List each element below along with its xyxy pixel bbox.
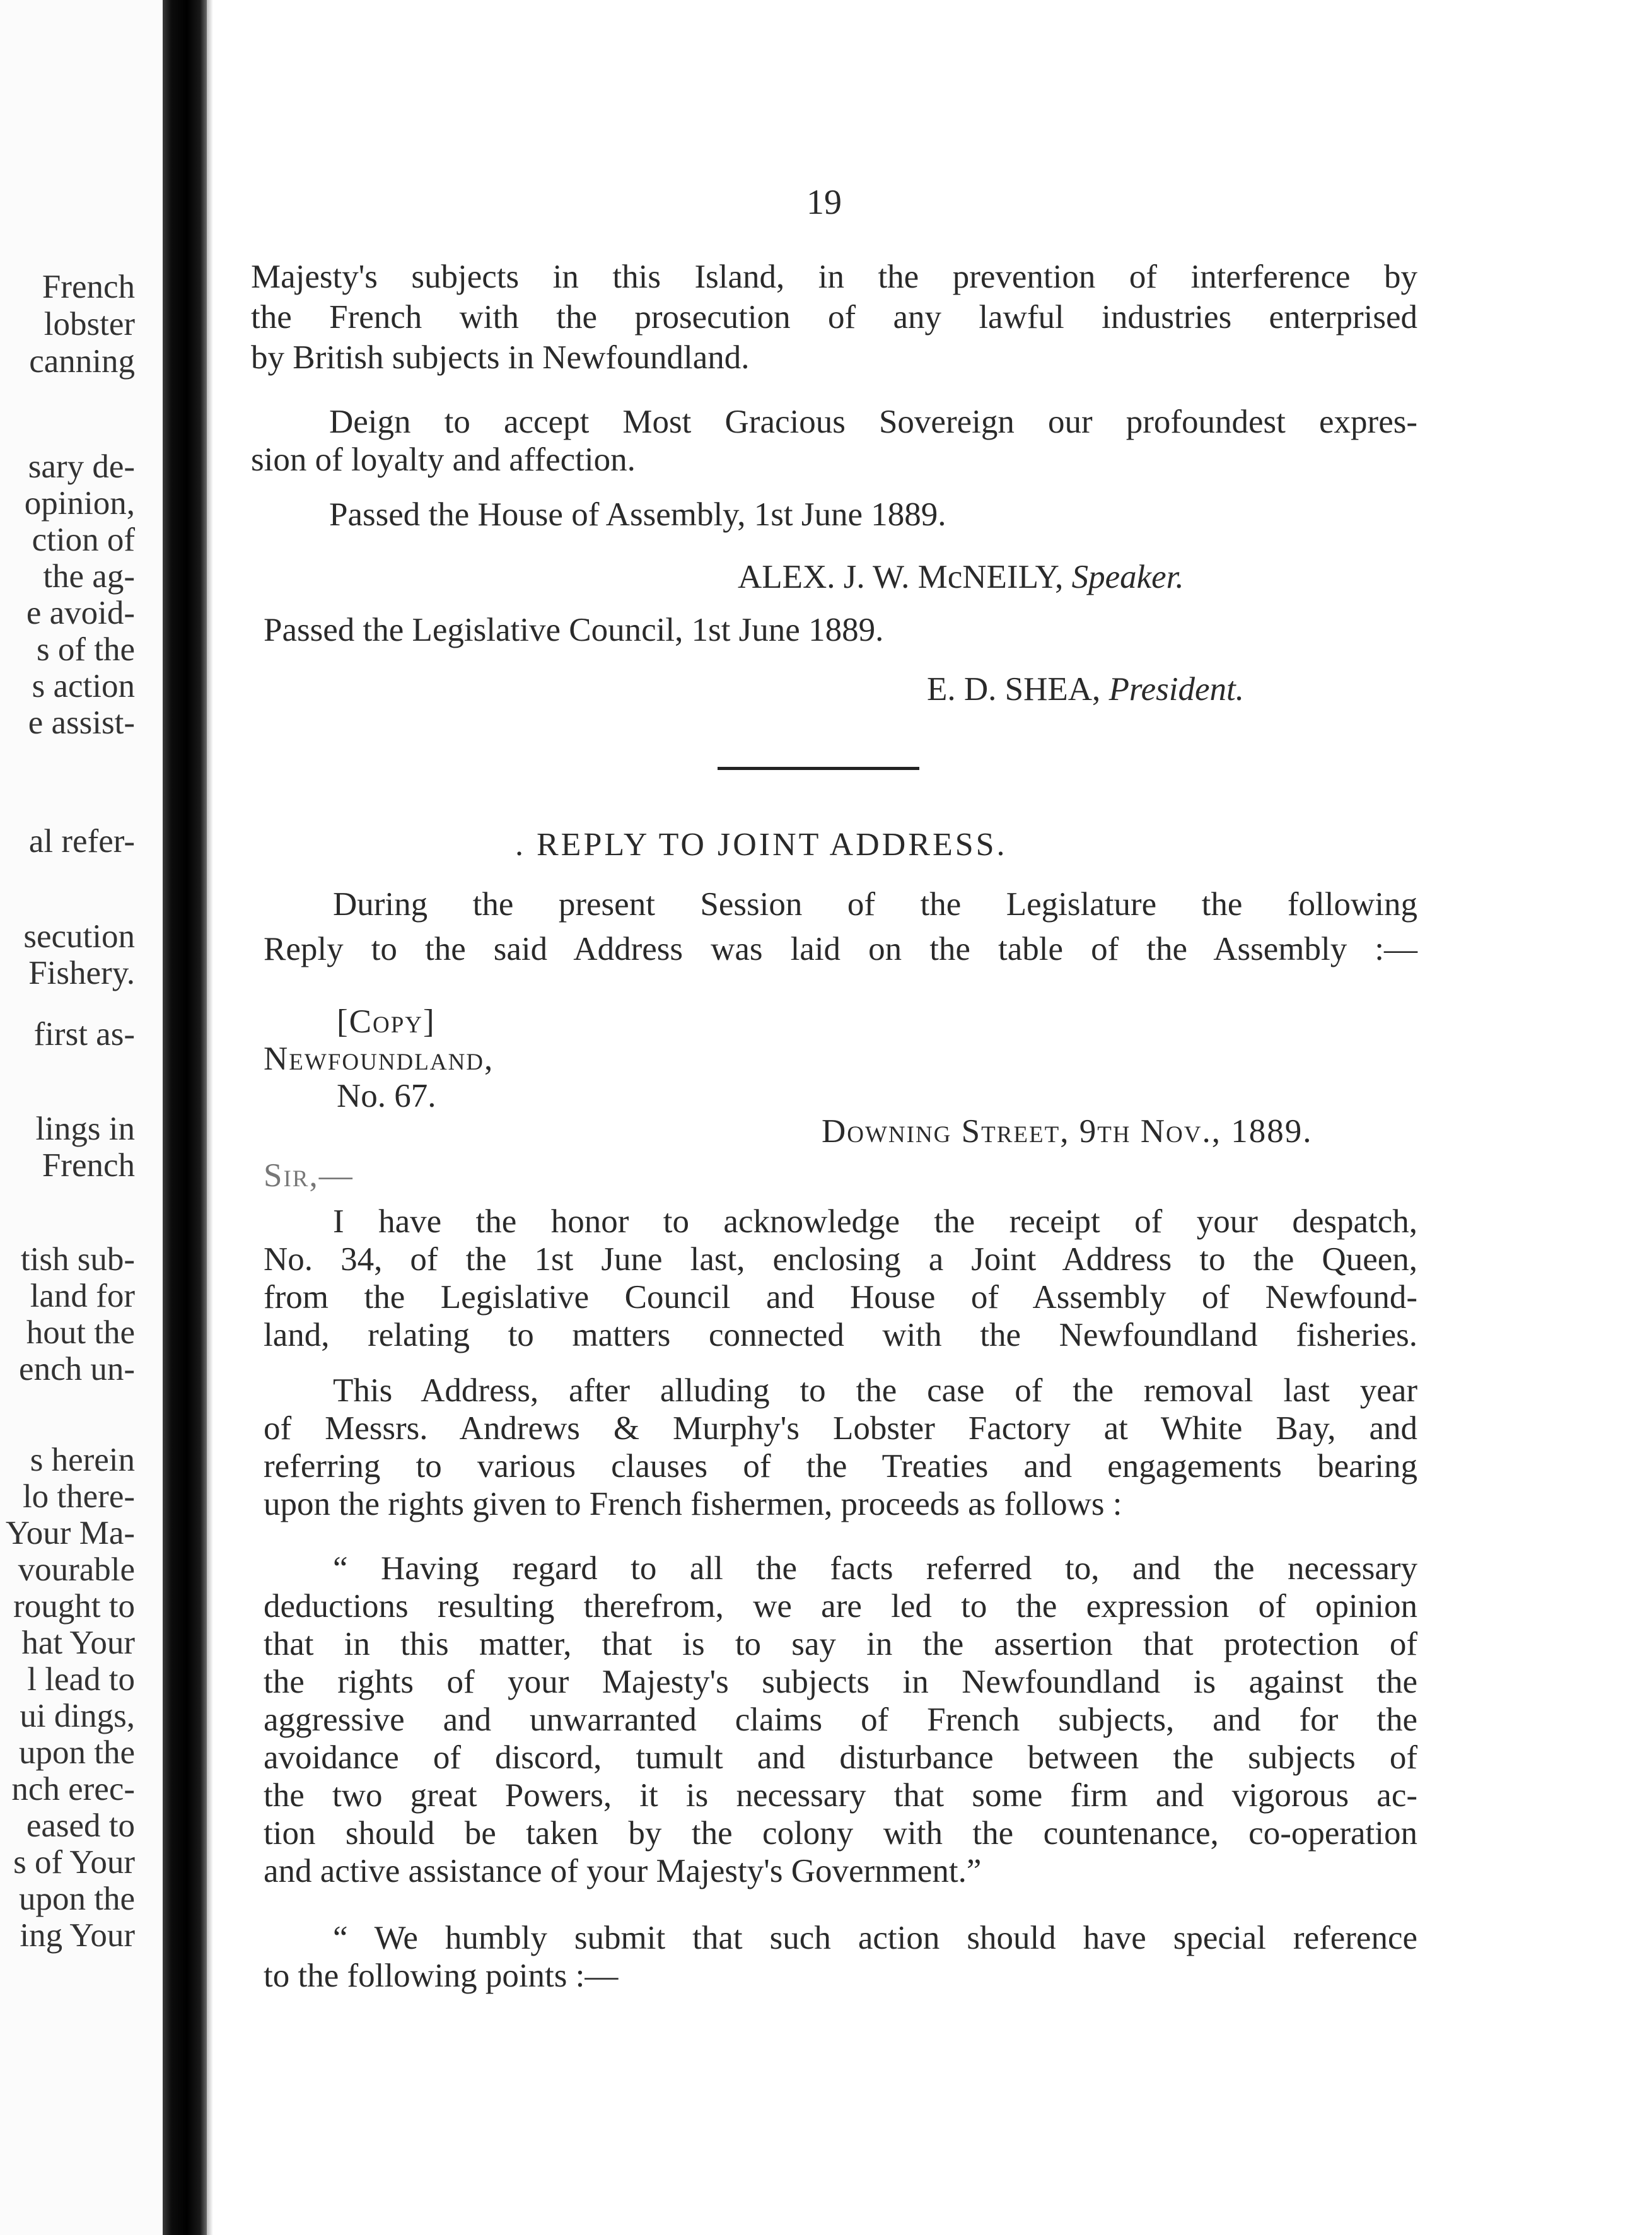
left-page-fragment: secution: [23, 918, 135, 955]
salutation: Sir,—: [264, 1157, 354, 1194]
assembly-passed-line: Passed the House of Assembly, 1st June 1889.: [329, 496, 946, 533]
paragraph-line: Reply to the said Address was laid on the table of the Assembly :—: [264, 931, 1417, 967]
paragraph-line: land, relating to matters connected with the Newfoundland fisheries.: [264, 1317, 1417, 1353]
quote-line: the rights of your Majesty's subjects in Newfoundland is against the: [264, 1664, 1417, 1700]
left-facing-page: [0, 0, 163, 2235]
left-page-fragment: hat Your: [21, 1625, 135, 1661]
paragraph-line: referring to various clauses of the Treaties and engagements bearing: [264, 1448, 1417, 1485]
council-passed-line: Passed the Legislative Council, 1st June 1889.: [264, 612, 884, 648]
quote-line: tion should be taken by the colony with the countenance, co-operation: [264, 1815, 1417, 1852]
page-gutter: [207, 0, 213, 2235]
paragraph-line: the French with the prosecution of any lawful industries enterprised: [251, 299, 1417, 336]
signature-line: [927, 670, 1244, 709]
speaker-name: ALEX. J. W. McNEILY,: [738, 559, 1064, 595]
left-page-fragment: opinion,: [24, 485, 135, 522]
dateline: Downing Street, 9th Nov., 1889.: [822, 1113, 1313, 1150]
left-page-fragment: s of the: [36, 631, 135, 668]
quote-line: to the following points :—: [264, 1958, 619, 1994]
quote-line: deductions resulting therefrom, we are led to the expression of opinion: [264, 1588, 1417, 1625]
paragraph-line: Majesty's subjects in this Island, in the prevention of interference by: [251, 259, 1417, 295]
left-page-fragment: hout the: [26, 1314, 135, 1351]
left-page-fragment: the ag-: [43, 558, 135, 595]
left-page-fragment: eased to: [26, 1807, 135, 1844]
quote-line: “ Having regard to all the facts referred to, and the necessary: [333, 1550, 1417, 1587]
left-page-fragment: al refer-: [28, 823, 135, 860]
quote-line: “ We humbly submit that such action should have special reference: [333, 1920, 1417, 1956]
paragraph-line: of Messrs. Andrews & Murphy's Lobster Factory at White Bay, and: [264, 1410, 1417, 1447]
left-page-fragment: l lead to: [27, 1661, 135, 1698]
quote-line: that in this matter, that is to say in the assertion that protection of: [264, 1626, 1417, 1662]
left-page-fragment: sary de-: [28, 448, 135, 485]
quote-line: aggressive and unwarranted claims of French subjects, and for the: [264, 1701, 1417, 1738]
left-page-fragment: s of Your: [13, 1844, 135, 1881]
page-number: 19: [806, 183, 842, 222]
left-page-fragment: upon the: [19, 1734, 135, 1771]
paragraph-line: During the present Session of the Legislature the following: [333, 886, 1417, 923]
left-page-fragment: ing Your: [20, 1917, 135, 1954]
left-page-fragment: land for: [30, 1278, 135, 1314]
left-page-fragment: nch erec-: [11, 1771, 135, 1807]
section-divider: [718, 767, 919, 770]
left-page-fragment: Fishery.: [28, 955, 135, 991]
left-page-fragment: ui dings,: [20, 1698, 135, 1734]
right-page: [213, 0, 1652, 2235]
left-page-fragment: lobster: [44, 306, 135, 342]
left-page-fragment: lo there-: [22, 1478, 135, 1515]
paragraph-line: sion of loyalty and affection.: [251, 441, 636, 478]
quote-line: avoidance of discord, tumult and disturbance between the subjects of: [264, 1739, 1417, 1776]
left-page-fragment: e assist-: [28, 704, 135, 741]
left-page-fragment: tish sub-: [20, 1241, 135, 1278]
left-page-fragment: Your Ma-: [5, 1515, 135, 1551]
president-name: E. D. SHEA,: [927, 671, 1101, 708]
signature-line: [738, 557, 1184, 597]
left-page-fragment: upon the: [19, 1881, 135, 1917]
paragraph-line: I have the honor to acknowledge the receipt of your despatch,: [333, 1203, 1417, 1240]
copy-label: [Copy]: [337, 1003, 436, 1040]
paragraph-line: by British subjects in Newfoundland.: [251, 339, 750, 376]
president-title: President.: [1108, 671, 1244, 708]
left-page-fragment: s action: [32, 668, 135, 704]
paragraph-line: No. 34, of the 1st June last, enclosing a Joint Address to the Queen,: [264, 1241, 1417, 1278]
despatch-number: No. 67.: [337, 1078, 436, 1114]
left-page-fragment: French: [42, 1147, 135, 1184]
paragraph-line: Deign to accept Most Gracious Sovereign our profoundest expres-: [329, 404, 1417, 440]
quote-line: the two great Powers, it is necessary that some firm and vigorous ac-: [264, 1777, 1417, 1814]
paragraph-line: This Address, after alluding to the case of the removal last year: [333, 1372, 1417, 1409]
left-page-fragment: French: [42, 269, 135, 305]
left-page-fragment: canning: [29, 343, 135, 380]
left-page-fragment: lings in: [35, 1111, 135, 1147]
section-heading: . REPLY TO JOINT ADDRESS.: [515, 827, 1008, 863]
left-page-fragment: s herein: [30, 1442, 135, 1478]
left-page-fragment: vourable: [18, 1551, 135, 1588]
place-line: Newfoundland,: [264, 1041, 494, 1077]
left-page-fragment: e avoid-: [26, 595, 135, 631]
left-page-fragment: ction of: [32, 522, 135, 558]
left-page-fragment: rought to: [13, 1588, 135, 1625]
book-spine: [163, 0, 207, 2235]
paragraph-line: upon the rights given to French fishermen, proceeds as follows :: [264, 1486, 1122, 1522]
speaker-title: Speaker.: [1071, 559, 1184, 595]
paragraph-line: from the Legislative Council and House of Assembly of Newfound-: [264, 1279, 1417, 1316]
quote-line: and active assistance of your Majesty's Government.”: [264, 1853, 982, 1889]
left-page-fragment: first as-: [33, 1016, 135, 1053]
left-page-fragment: ench un-: [19, 1351, 135, 1387]
